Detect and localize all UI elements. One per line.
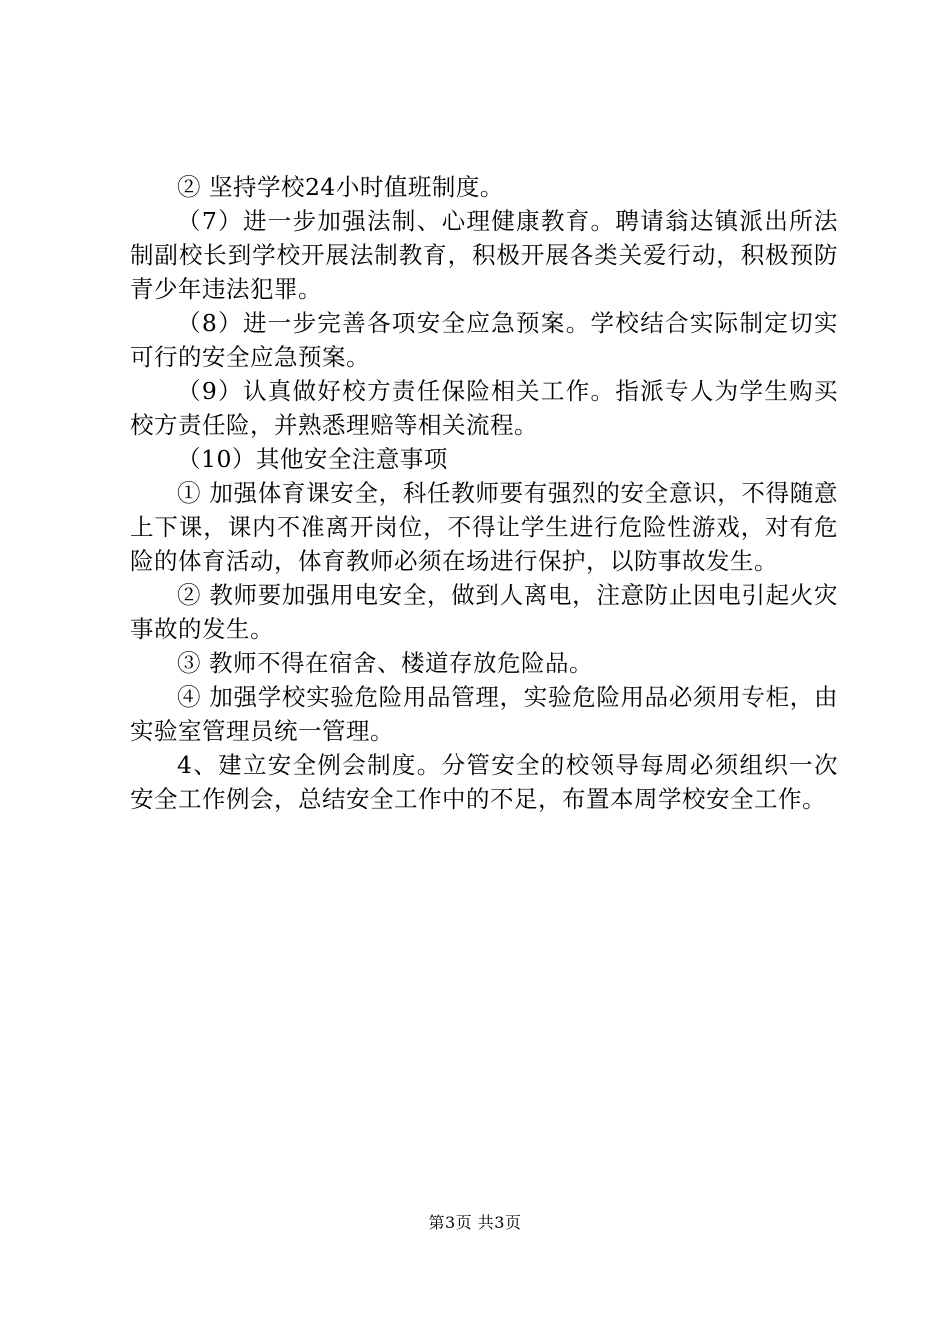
paragraph-hazardous-storage: ③ 教师不得在宿舍、楼道存放危险品。	[177, 649, 593, 677]
paragraph-liability-insurance: （9）认真做好校方责任保险相关工作。指派专人为学生购买校方责任险，并熟悉理赔等相关流程。	[130, 377, 838, 439]
paragraph-safety-meeting: 4、建立安全例会制度。分管安全的校领导每周必须组织一次安全工作例会，总结安全工作中的不足，布置本周学校安全工作。	[130, 751, 838, 813]
document-body	[130, 170, 838, 816]
paragraph-duty-system: ② 坚持学校24小时值班制度。	[177, 173, 504, 201]
page-footer: 第3页 共3页	[428, 1213, 522, 1232]
paragraph-legal-education: （7）进一步加强法制、心理健康教育。聘请翁达镇派出所法制副校长到学校开展法制教育，积极开展各类关爱行动，积极预防青少年违法犯罪。	[130, 207, 838, 303]
paragraph-lab-management: ④ 加强学校实验危险用品管理，实验危险用品必须用专柜，由实验室管理员统一管理。	[130, 683, 838, 745]
paragraph-electric-safety: ② 教师要加强用电安全，做到人离电，注意防止因电引起火灾事故的发生。	[130, 581, 838, 643]
paragraph-pe-safety: ① 加强体育课安全，科任教师要有强烈的安全意识，不得随意上下课，课内不准离开岗位，不得让学生进行危险性游戏，对有危险的体育活动，体育教师必须在场进行保护，以防事故发生。	[130, 479, 838, 575]
paragraph-other-notes-heading: （10）其他安全注意事项	[177, 445, 448, 473]
paragraph-emergency-plan: （8）进一步完善各项安全应急预案。学校结合实际制定切实可行的安全应急预案。	[130, 309, 838, 371]
